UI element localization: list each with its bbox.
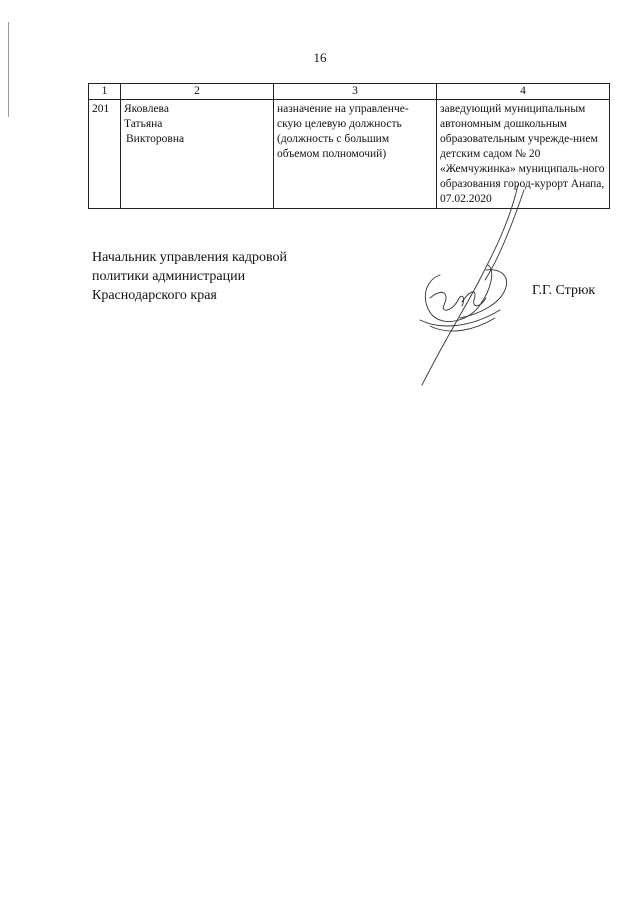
row-number: 201 <box>89 99 121 208</box>
employee-name <box>121 99 274 208</box>
column-header-2: 2 <box>121 84 274 100</box>
signer-title <box>92 249 287 306</box>
column-header-4: 4 <box>437 84 610 100</box>
handwritten-signature-icon <box>400 180 540 390</box>
scan-edge-line <box>8 22 9 117</box>
signer-name: Г.Г. Стрюк <box>532 283 596 298</box>
page-number: 16 <box>313 50 327 65</box>
signer-title-line-2: политики администрации <box>92 268 246 284</box>
surname: Яковлева <box>124 102 169 115</box>
column-header-3: 3 <box>274 84 437 100</box>
signer-title-line-3: Краснодарского края <box>92 287 217 303</box>
appointment-type: назначение на управленче-скую целевую должность (должность с большим объемом полномочий) <box>274 99 437 208</box>
signer-title-line-1: Начальник управления кадровой <box>92 250 287 265</box>
position-details: заведующий муниципальным автономным дошкольным образовательным учрежде-нием детским садом № 20 «Жемчужинка» муниципаль-ного образования город-курорт Анапа, 07.02.2020 <box>437 99 610 208</box>
column-header-1: 1 <box>89 84 121 100</box>
patronymic: Викторовна <box>126 132 185 145</box>
table-header-row <box>89 84 610 100</box>
first-name: Татьяна <box>124 117 163 130</box>
